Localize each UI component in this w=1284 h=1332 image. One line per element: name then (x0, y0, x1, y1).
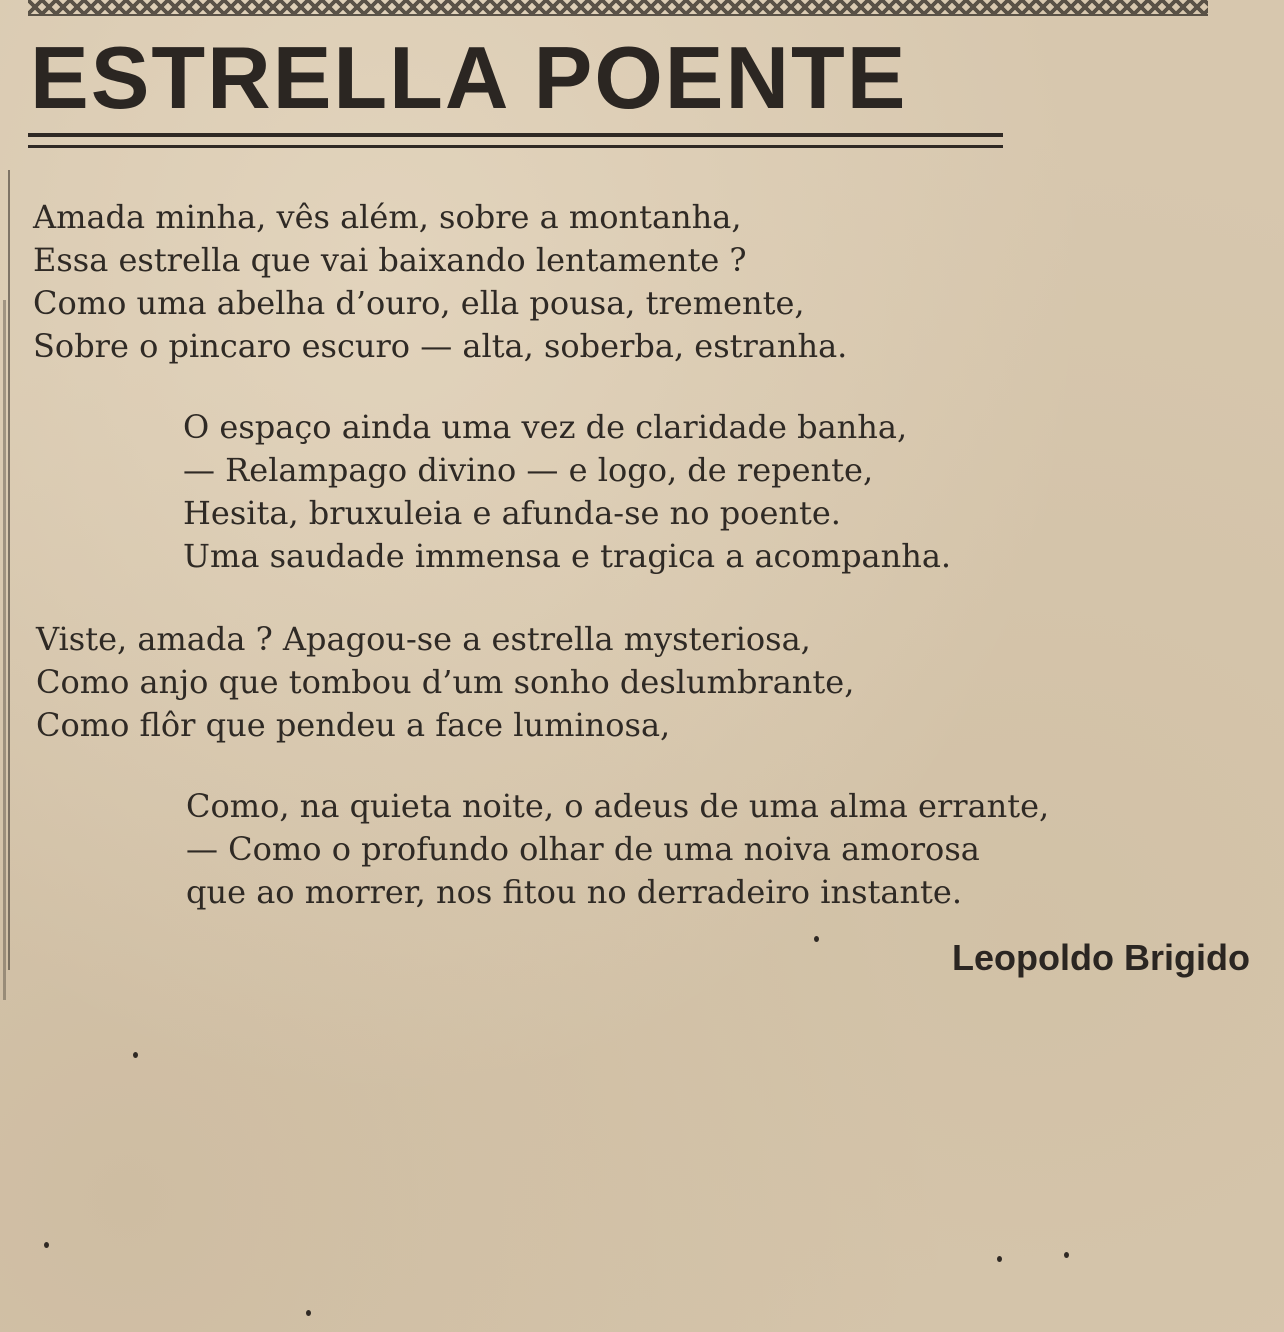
ornamental-top-border (28, 0, 1208, 16)
paper-speck (44, 1242, 49, 1248)
verse-line: Essa estrella que vai baixando lentamente ? (33, 241, 747, 279)
verse-line: Como uma abelha d’ouro, ella pousa, tremente, (33, 284, 805, 322)
stanza-2 (183, 406, 951, 578)
verse-line: que ao morrer, nos fitou no derradeiro instante. (186, 873, 963, 911)
paper-speck (814, 936, 819, 942)
verse-line: Como anjo que tombou d’um sonho deslumbrante, (36, 663, 855, 701)
title-rule-thick (28, 133, 1003, 137)
column-border-line-outer (3, 300, 6, 1000)
poem-title: ESTRELLA POENTE (30, 28, 908, 127)
stanza-1 (33, 196, 847, 368)
verse-line: Como, na quieta noite, o adeus de uma alma errante, (186, 787, 1050, 825)
column-border-line (8, 170, 10, 970)
paper-speck (1064, 1252, 1069, 1258)
paper-speck (133, 1052, 138, 1058)
paper-speck (997, 1256, 1002, 1262)
author-signature: Leopoldo Brigido (952, 937, 1250, 978)
verse-line: Amada minha, vês além, sobre a montanha, (33, 198, 742, 236)
verse-line: Como flôr que pendeu a face luminosa, (36, 706, 671, 744)
verse-line: — Como o profundo olhar de uma noiva amorosa (186, 830, 980, 868)
stanza-3 (36, 618, 854, 747)
stanza-4 (186, 785, 1049, 914)
verse-line: Hesita, bruxuleia e afunda-se no poente. (183, 494, 841, 532)
verse-line: — Relampago divino — e logo, de repente, (183, 451, 874, 489)
verse-line: Uma saudade immensa e tragica a acompanha. (183, 537, 952, 575)
verse-line: Sobre o pincaro escuro — alta, soberba, estranha. (33, 327, 848, 365)
verse-line: Viste, amada ? Apagou-se a estrella mysteriosa, (36, 620, 811, 658)
verse-line: O espaço ainda uma vez de claridade banha, (183, 408, 908, 446)
title-rule-thin (28, 145, 1003, 148)
paper-speck (306, 1310, 311, 1316)
